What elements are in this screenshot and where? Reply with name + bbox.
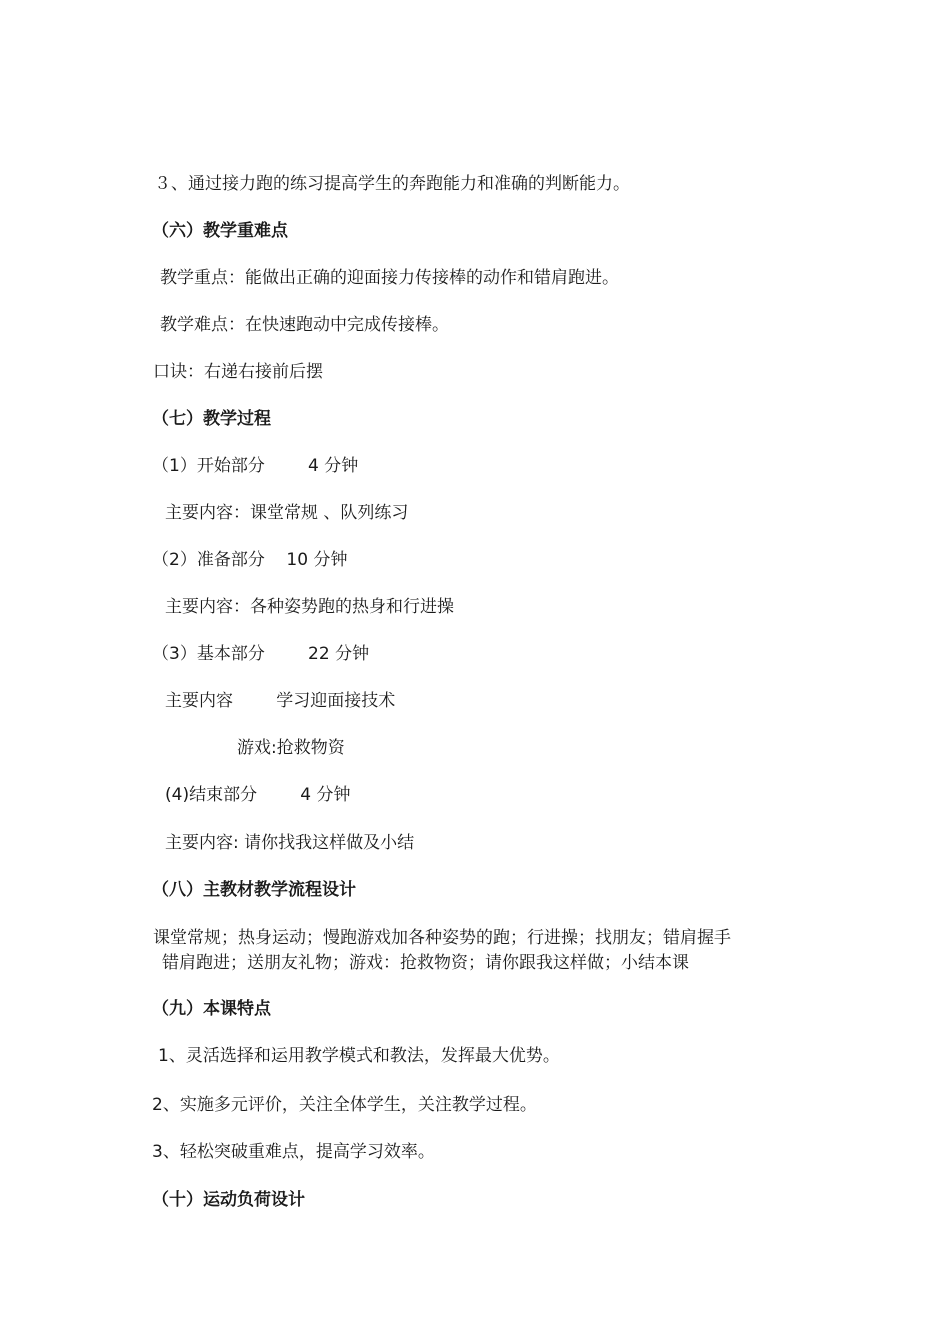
- teaching-difficulty: 教学难点：在快速跑动中完成传接棒。: [160, 315, 449, 335]
- process-part-3-content: 主要内容 学习迎面接技术: [165, 691, 396, 711]
- process-part-2: （2）准备部分 10 分钟: [152, 550, 348, 570]
- section-7-heading: （七）教学过程: [152, 409, 271, 429]
- feature-point-3: 3、轻松突破重难点，提高学习效率。: [152, 1142, 435, 1162]
- mnemonic: 口诀：右递右接前后摆: [153, 362, 323, 382]
- section-8-heading: （八）主教材教学流程设计: [152, 880, 356, 900]
- process-part-4: (4)结束部分 4 分钟: [165, 785, 351, 805]
- section-6-heading: （六）教学重难点: [152, 221, 288, 241]
- process-part-1: （1）开始部分 4 分钟: [152, 456, 359, 476]
- process-part-2-content: 主要内容：各种姿势跑的热身和行进操: [165, 597, 454, 617]
- flow-design-line-2: 错肩跑进；送朋友礼物；游戏：抢救物资；请你跟我这样做；小结本课: [162, 953, 689, 973]
- process-part-3: （3）基本部分 22 分钟: [152, 644, 370, 664]
- process-part-1-content: 主要内容：课堂常规 、队列练习: [165, 503, 409, 523]
- objective-item-3: ３、通过接力跑的练习提高学生的奔跑能力和准确的判断能力。: [154, 174, 630, 194]
- feature-point-2: 2、实施多元评价，关注全体学生，关注教学过程。: [152, 1095, 537, 1115]
- feature-point-1: 1、灵活选择和运用教学模式和教法，发挥最大优势。: [158, 1046, 560, 1066]
- section-10-heading: （十）运动负荷设计: [152, 1190, 305, 1210]
- process-part-3-game: 游戏:抢救物资: [237, 738, 345, 758]
- teaching-key-point: 教学重点：能做出正确的迎面接力传接棒的动作和错肩跑进。: [160, 268, 619, 288]
- process-part-4-content: 主要内容: 请你找我这样做及小结: [165, 833, 415, 853]
- section-9-heading: （九）本课特点: [152, 999, 271, 1019]
- flow-design-line-1: 课堂常规；热身运动；慢跑游戏加各种姿势的跑；行进操；找朋友；错肩握手: [153, 928, 731, 948]
